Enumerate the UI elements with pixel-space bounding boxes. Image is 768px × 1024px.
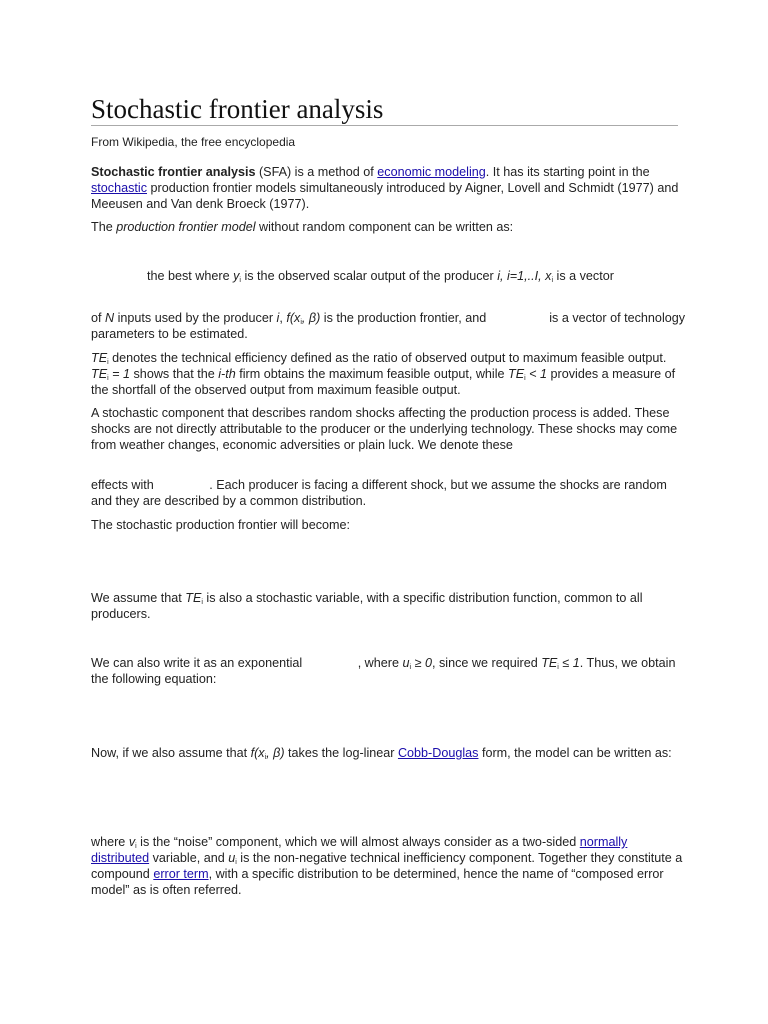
link-economic-modeling[interactable]: economic modeling: [377, 165, 486, 179]
tagline: From Wikipedia, the free encyclopedia: [91, 135, 296, 149]
paragraph-cobb-douglas: Now, if we also assume that $f(x_i$, β) takes the log-linear Cobb-Douglas form, the model can be written as:: [91, 746, 672, 761]
paragraph-technical-efficiency: $TE_i$ denotes the technical efficiency defined as the ratio of observed output to maximum feasible output. $TE_i = 1$ shows that the i-th firm obtains the maximum feasible output, while $TE_i < 1$ provides a measure of the shortfall of the observed output from maximum feasible output.: [91, 351, 676, 397]
paragraph-noise-component: where $v_i$ is the “noise” component, which we will almost always consider as a two-sided normally distributed variable, and $u_i$ is the non-negative technical inefficiency component. Together they constitute a compound error term, with a specific distribution to be determined, hence the name of “composed error model” as is often referred.: [91, 835, 683, 897]
paragraph-stochastic-component: A stochastic component that describes random shocks affecting the production process is added. These shocks are not directly attributable to the producer or the underlying technology. These shocks may come from weather changes, economic adversities or plain luck. We denote these: [91, 406, 678, 452]
title-divider: [91, 125, 678, 126]
bold-term: Stochastic frontier analysis: [91, 165, 256, 179]
link-stochastic[interactable]: stochastic: [91, 181, 147, 195]
paragraph-production-frontier: The production frontier model without random component can be written as:: [91, 220, 514, 234]
paragraph-effects: effects with . Each producer is facing a different shock, but we assume the shocks are random and they are described by a common distribution.: [91, 478, 667, 508]
link-error-term[interactable]: error term: [153, 867, 209, 881]
paragraph-stochastic-frontier: The stochastic production frontier will become:: [91, 518, 350, 532]
paragraph-te-stochastic: We assume that $TE_i$ is also a stochastic variable, with a specific distribution function, common to all producers.: [91, 591, 643, 621]
link-cobb-douglas[interactable]: Cobb-Douglas: [397, 746, 479, 760]
paragraph-best-where: the best where $y_i$ is the observed scalar output of the producer i, i=1,..I, $x_i$ is a vector: [147, 269, 614, 284]
link-normally-distributed[interactable]: normally distributed: [91, 835, 628, 865]
page-title: Stochastic frontier analysis: [91, 94, 384, 124]
paragraph-inputs: of N inputs used by the producer i, $f(x_i$, β) is the production frontier, and is a vector of technology parameters to be estimated.: [91, 311, 686, 341]
intro-paragraph: Stochastic frontier analysis (SFA) is a method of economic modeling. It has its starting point in the stochastic production frontier models simultaneously introduced by Aigner, Lovell and Schmidt (1977) and Meeusen and Van denk Broeck (1977).: [91, 165, 679, 211]
paragraph-exponential: We can also write it as an exponential , where $u_i \ge 0$, since we required $TE_i \le 1$. Thus, we obtain the following equation:: [91, 656, 676, 686]
